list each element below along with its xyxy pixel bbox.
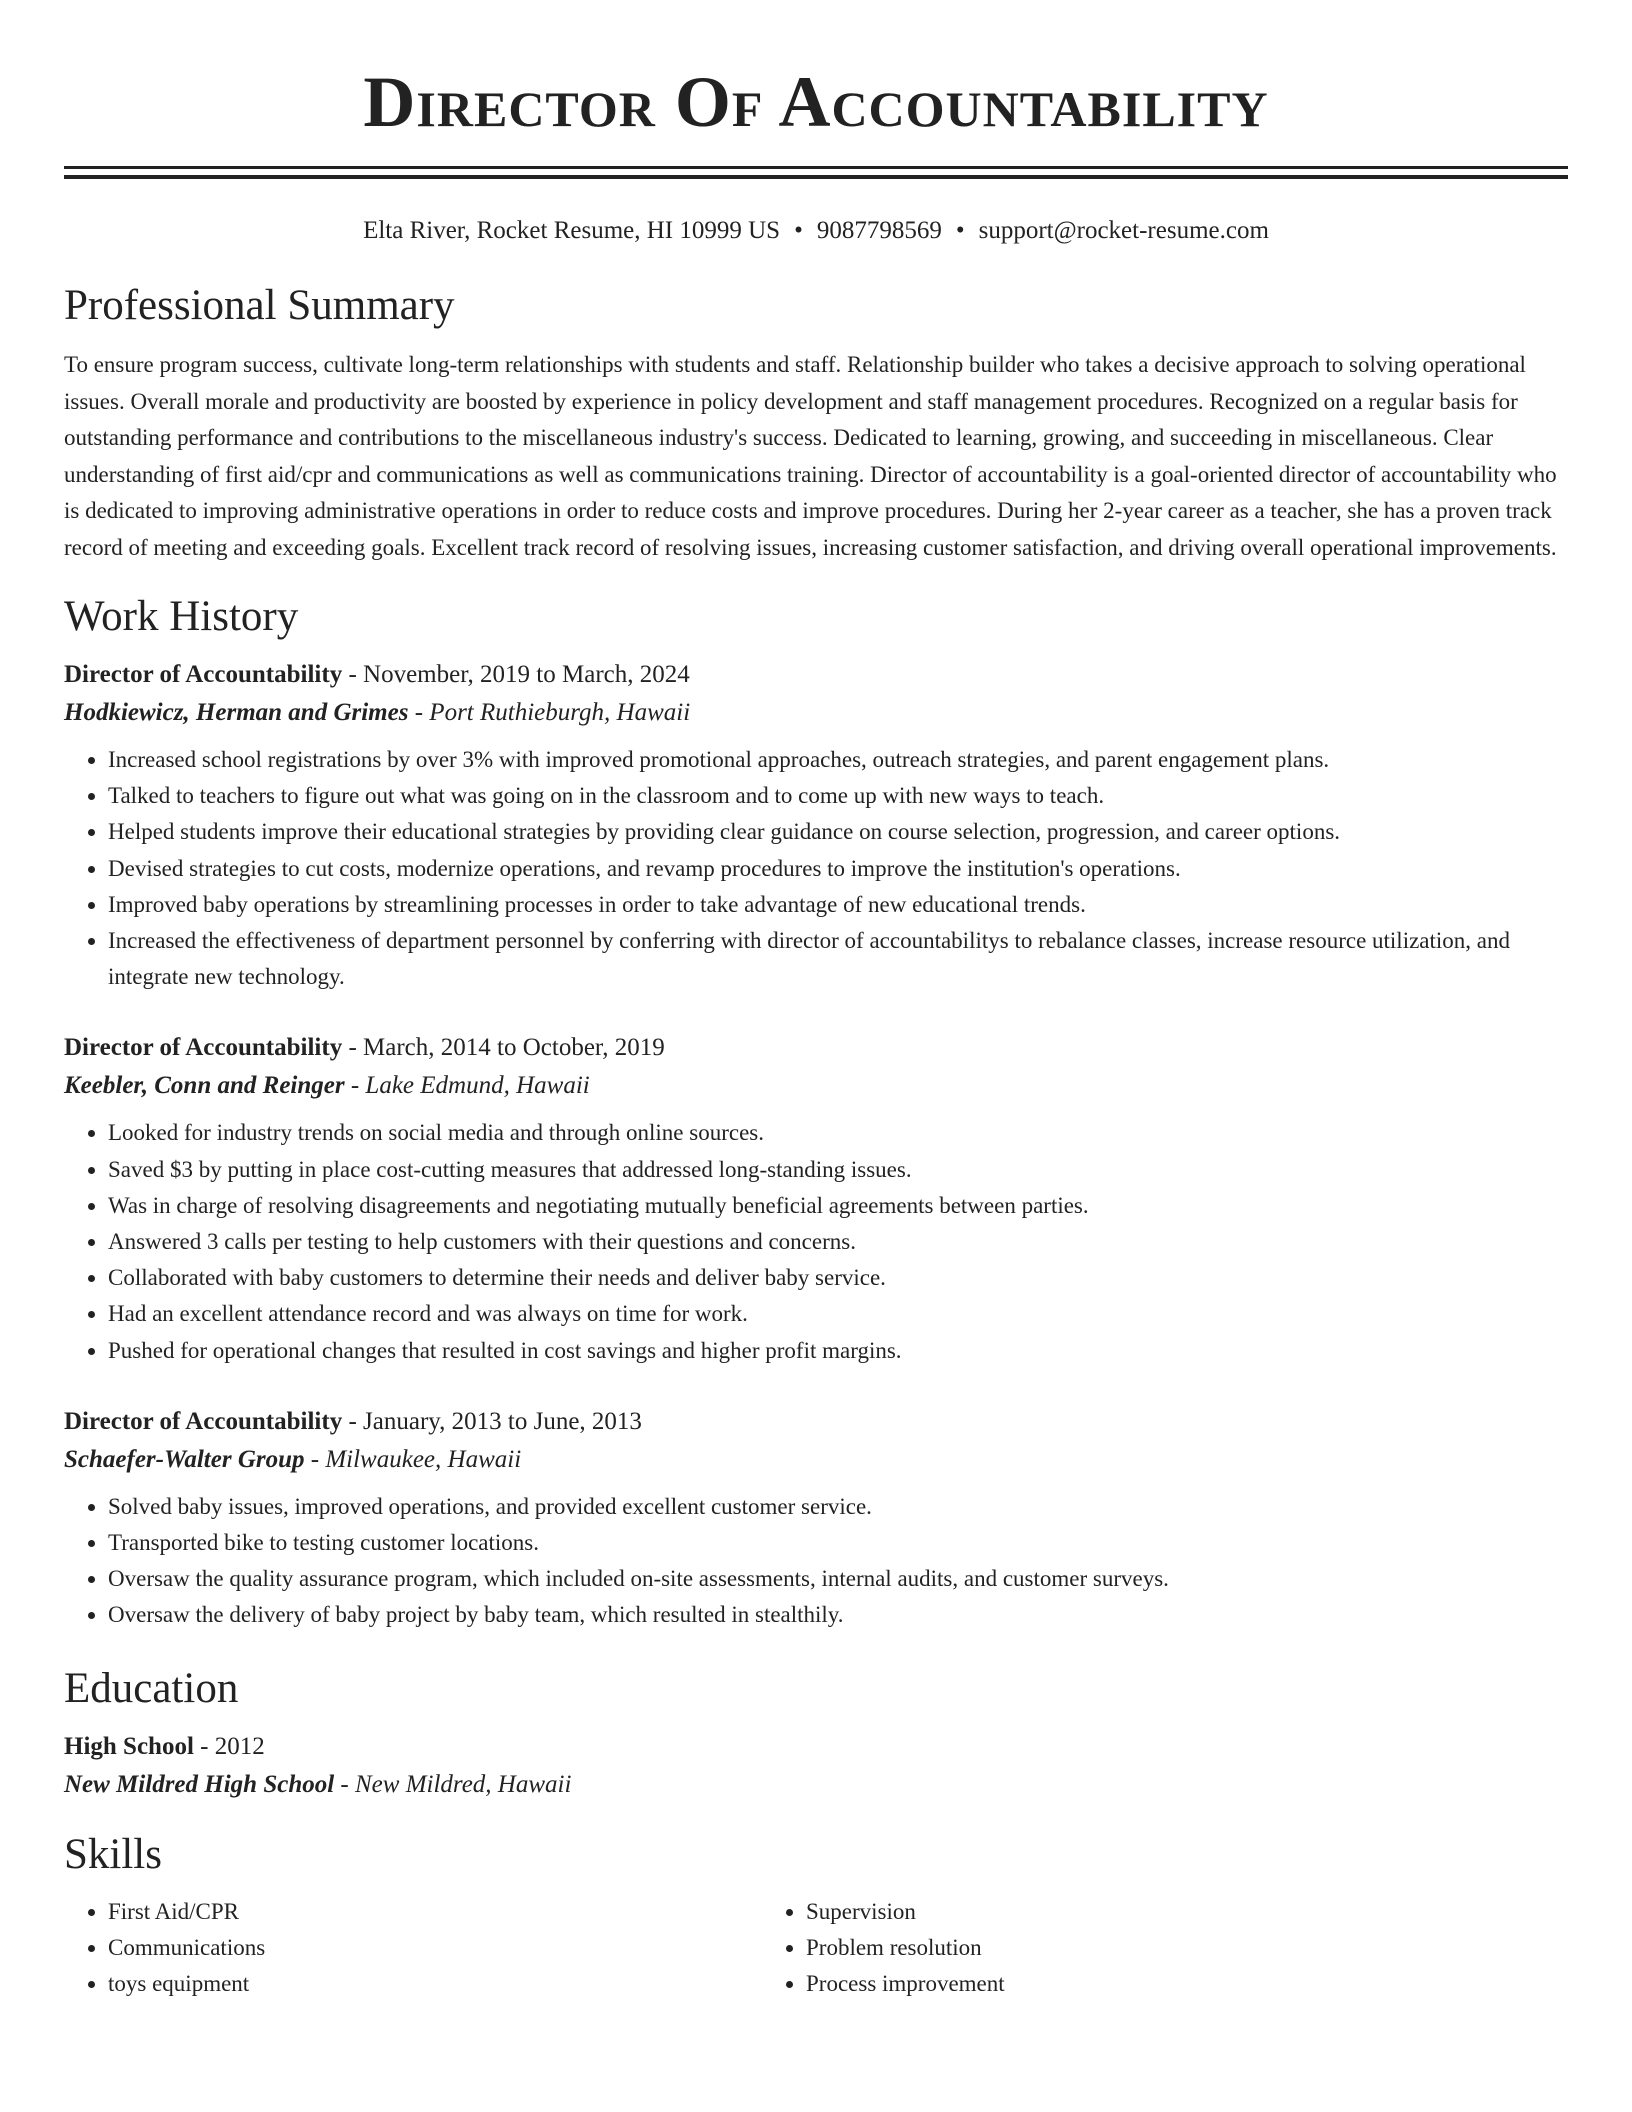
job-bullets (64, 742, 1568, 995)
education-location: - New Mildred, Hawaii (334, 1770, 572, 1798)
education-school-line (64, 1766, 1568, 1804)
skills-grid (64, 1894, 1568, 2002)
company-location: - Milwaukee, Hawaii (304, 1445, 522, 1473)
education-entry (64, 1728, 1568, 1804)
job-entry (64, 1403, 1568, 1634)
company-name: Schaefer-Walter Group (64, 1445, 305, 1473)
job-bullet: • Saved $3 by putting in place cost-cutting measures that addressed long-standing issues. (108, 1152, 1568, 1188)
job-bullet: • Pushed for operational changes that resulted in cost savings and higher profit margins. (108, 1333, 1568, 1369)
education-year: - 2012 (193, 1732, 265, 1760)
skill-item: • Process improvement (806, 1966, 1468, 2002)
job-bullet: • Improved baby operations by streamlining processes in order to take advantage of new educational trends. (108, 887, 1568, 923)
company-location: - Lake Edmund, Hawaii (344, 1072, 590, 1100)
education-heading: Education (64, 1664, 239, 1712)
header-rule-top (64, 166, 1568, 169)
contact-separator: • (955, 217, 965, 244)
job-title: Director of Accountability (64, 1034, 343, 1062)
contact-phone: 9087798569 (816, 217, 942, 244)
company-line (64, 1441, 1568, 1479)
company-location: - Port Ruthieburgh, Hawaii (408, 699, 691, 726)
job-bullet: • Had an excellent attendance record and was always on time for work. (108, 1296, 1568, 1332)
company-name: Hodkiewicz, Herman and Grimes (64, 699, 409, 726)
contact-separator: • (794, 217, 803, 244)
contact-address: Elta River, Rocket Resume, HI 10999 US (363, 217, 781, 244)
education-school: New Mildred High School (64, 1770, 335, 1798)
job-bullet: • Answered 3 calls per testing to help customers with their questions and concerns. (108, 1224, 1568, 1260)
resume-name: Director Of Accountability (363, 62, 1269, 142)
job-dates: - January, 2013 to June, 2013 (342, 1407, 642, 1435)
job-bullet: • Oversaw the quality assurance program, which included on-site assessments, internal audits, and customer surveys. (108, 1561, 1568, 1597)
education-header (64, 1728, 1568, 1766)
company-line (64, 694, 1568, 732)
job-bullet: • Talked to teachers to figure out what was going on in the classroom and to come up with new ways to teach. (108, 778, 1568, 814)
company-line (64, 1067, 1568, 1105)
job-bullet: • Collaborated with baby customers to determine their needs and deliver baby service. (108, 1260, 1568, 1296)
skill-item: • toys equipment (108, 1966, 762, 2002)
job-bullet: • Helped students improve their educational strategies by providing clear guidance on course selection, progression, and career options. (108, 814, 1568, 850)
job-bullet: • Oversaw the delivery of baby project by baby team, which resulted in stealthily. (108, 1597, 1568, 1633)
education-degree: High School (64, 1732, 194, 1760)
skill-item: • Supervision (806, 1894, 1468, 1930)
company-name: Keebler, Conn and Reinger (64, 1072, 345, 1100)
job-dates: - March, 2014 to October, 2019 (342, 1034, 665, 1062)
job-entry (64, 656, 1568, 995)
skill-item: • Communications (108, 1930, 762, 1966)
job-header (64, 1403, 1568, 1441)
job-bullet: • Devised strategies to cut costs, modernize operations, and revamp procedures to improve the institution's operations. (108, 851, 1568, 887)
skills-heading: Skills (64, 1830, 162, 1878)
job-bullets (64, 1489, 1568, 1634)
job-bullet: • Was in charge of resolving disagreements and negotiating mutually beneficial agreements between parties. (108, 1188, 1568, 1224)
summary-heading: Professional Summary (64, 282, 455, 329)
job-title: Director of Accountability (64, 1407, 343, 1435)
skill-item: • First Aid/CPR (108, 1894, 762, 1930)
job-bullet: • Solved baby issues, improved operations, and provided excellent customer service. (108, 1489, 1568, 1525)
job-dates: - November, 2019 to March, 2024 (342, 661, 690, 688)
contact-line (64, 215, 1568, 247)
header-rule-bottom (64, 175, 1568, 179)
job-entry (64, 1029, 1568, 1368)
job-bullet: • Increased the effectiveness of department personnel by conferring with director of accountabilitys to rebalance classes, increase resource utilization, and integrate new technology. (108, 923, 1568, 995)
job-header (64, 1029, 1568, 1067)
contact-email: support@rocket-resume.com (978, 217, 1269, 244)
job-bullet: • Looked for industry trends on social media and through online sources. (108, 1115, 1568, 1151)
job-bullet: • Transported bike to testing customer locations. (108, 1525, 1568, 1561)
summary-text: To ensure program success, cultivate long-term relationships with students and staff. Relationship builder who takes a decisive approach to solving operational issues. Overall morale and productivity are boosted by experience in policy development and staff management procedures. Recognized on a regular basis for outstanding performance and contributions to the miscellaneous industry's success. Dedicated to learning, growing, and succeeding in miscellaneous. Clear understanding of first aid/cpr and communications as well as communications training. Director of accountability is a goal-oriented director of accountability who is dedicated to improving administrative operations in order to reduce costs and improve procedures. During her 2-year career as a teacher, she has a proven track record of meeting and exceeding goals. Excellent track record of resolving issues, increasing customer satisfaction, and driving overall operational improvements. (64, 352, 1557, 560)
job-bullet: • Increased school registrations by over 3% with improved promotional approaches, outreach strategies, and parent engagement plans. (108, 742, 1568, 778)
job-header (64, 656, 1568, 694)
job-title: Director of Accountability (64, 661, 343, 688)
job-bullets (64, 1115, 1568, 1368)
skills-column-left (64, 1894, 762, 2002)
skills-column-right (762, 1894, 1468, 2002)
work-history-heading: Work History (64, 593, 299, 640)
skill-item: • Problem resolution (806, 1930, 1468, 1966)
